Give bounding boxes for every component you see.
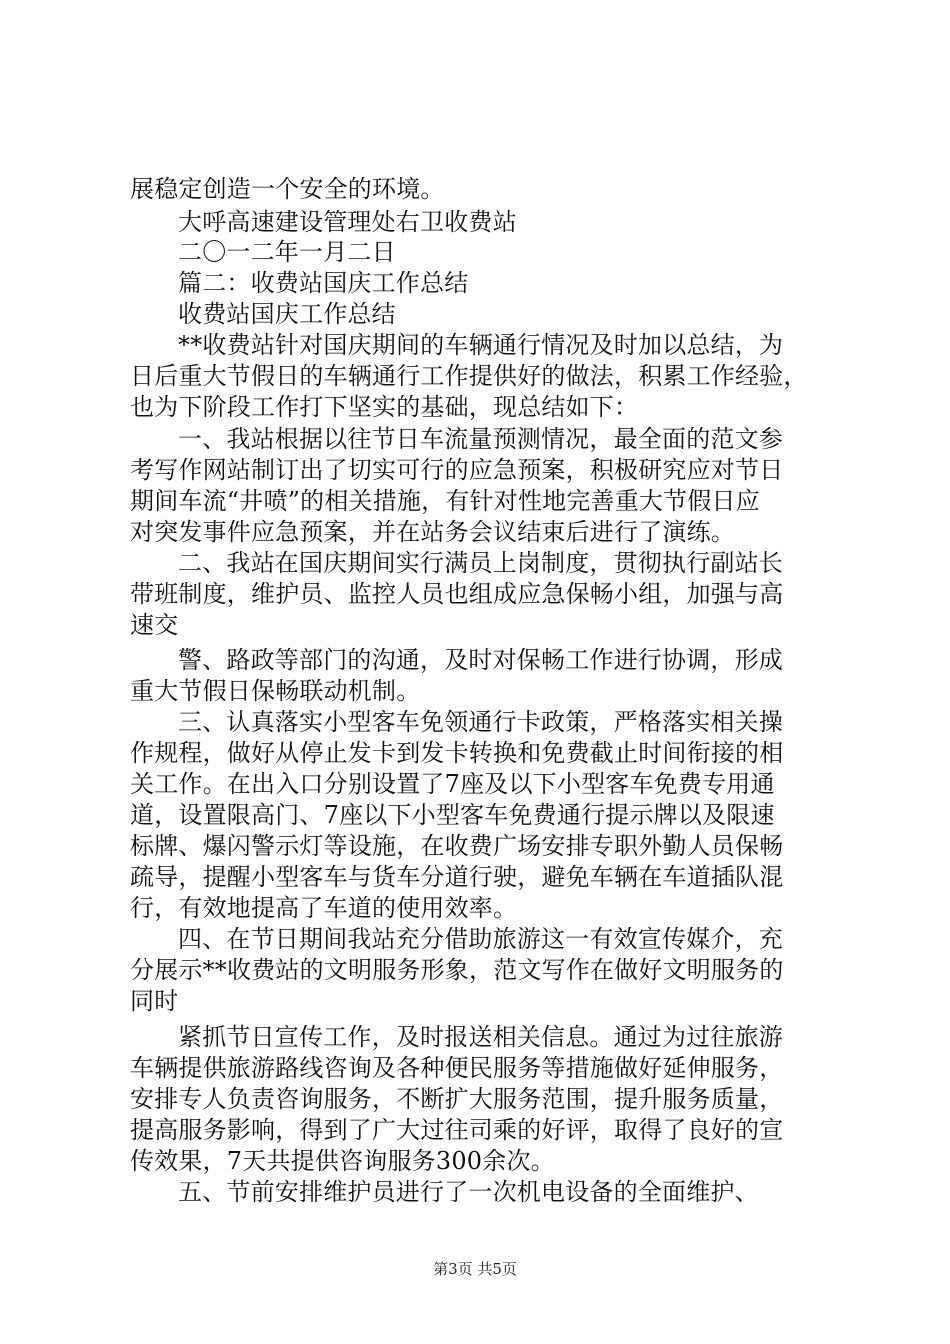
text-line: 安排专人负责咨询服务，不断扩大服务范围，提升服务质量， bbox=[130, 1085, 784, 1113]
text-line: **收费站针对国庆期间的车辆通行情况及时加以总结，为 bbox=[178, 331, 784, 359]
text-line: 同时 bbox=[130, 987, 179, 1015]
text-line: 警、路政等部门的沟通，及时对保畅工作进行协调，形成 bbox=[178, 646, 783, 674]
text-line: 二、我站在国庆期间实行满员上岗制度，贯彻执行副站长 bbox=[178, 549, 783, 577]
text-line: 关工作。在出入口分别设置了7座及以下小型客车免费专用通 bbox=[130, 770, 775, 798]
text-line: 提高服务影响，得到了广大过往司乘的好评，取得了良好的宣 bbox=[130, 1116, 784, 1144]
text-line: 重大节假日保畅联动机制。 bbox=[130, 677, 421, 705]
text-line: 带班制度，维护员、监控人员也组成应急保畅小组，加强与高 bbox=[130, 580, 784, 608]
text-line: 一、我站根据以往节日车流量预测情况，最全面的范文参 bbox=[178, 425, 783, 453]
text-line: 考写作网站制订出了切实可行的应急预案，积极研究应对节日 bbox=[130, 456, 784, 484]
section-title: 收费站国庆工作总结 bbox=[178, 300, 396, 328]
text-line: 标牌、爆闪警示灯等设施，在收费广场安排专职外勤人员保畅 bbox=[130, 832, 784, 860]
text-line: 展稳定创造一个安全的环境。 bbox=[130, 175, 445, 203]
text-line: 疏导，提醒小型客车与货车分道行驶，避免车辆在车道插队混 bbox=[130, 863, 784, 891]
text-line: 车辆提供旅游路线咨询及各种便民服务等措施做好延伸服务， bbox=[130, 1054, 784, 1082]
text-line: 三、认真落实小型客车免领通行卡政策，严格落实相关操 bbox=[178, 708, 783, 736]
text-line: 也为下阶段工作打下坚实的基础，现总结如下： bbox=[130, 393, 639, 421]
text-line: 二〇一二年一月二日 bbox=[178, 238, 396, 266]
text-line: 四、在节日期间我站充分借助旅游这一有效宣传媒介，充 bbox=[178, 925, 783, 953]
text-line: 传效果，7天共提供咨询服务300余次。 bbox=[130, 1147, 555, 1175]
text-line: 作规程，做好从停止发卡到发卡转换和免费截止时间衔接的相 bbox=[130, 739, 784, 767]
text-line: 紧抓节日宣传工作，及时报送相关信息。通过为过往旅游 bbox=[178, 1023, 783, 1051]
section-heading: 篇二：收费站国庆工作总结 bbox=[178, 269, 469, 297]
page-number: 第3页 共5页 bbox=[433, 1260, 517, 1278]
text-line: 五、节前安排维护员进行了一次机电设备的全面维护、 bbox=[178, 1178, 759, 1206]
text-line: 分展示**收费站的文明服务形象，范文写作在做好文明服务的 bbox=[130, 956, 784, 984]
text-line: 期间车流“井喷”的相关措施，有针对性地完善重大节假日应 bbox=[130, 487, 760, 515]
text-line: 道，设置限高门、7座以下小型客车免费通行提示牌以及限速 bbox=[130, 801, 775, 829]
text-line: 日后重大节假日的车辆通行工作提供好的做法，积累工作经验， bbox=[130, 362, 808, 390]
text-line: 速交 bbox=[130, 611, 179, 639]
text-line: 对突发事件应急预案，并在站务会议结束后进行了演练。 bbox=[130, 518, 735, 546]
text-line: 大呼高速建设管理处右卫收费站 bbox=[178, 208, 517, 236]
text-line: 行，有效地提高了车道的使用效率。 bbox=[130, 894, 518, 922]
